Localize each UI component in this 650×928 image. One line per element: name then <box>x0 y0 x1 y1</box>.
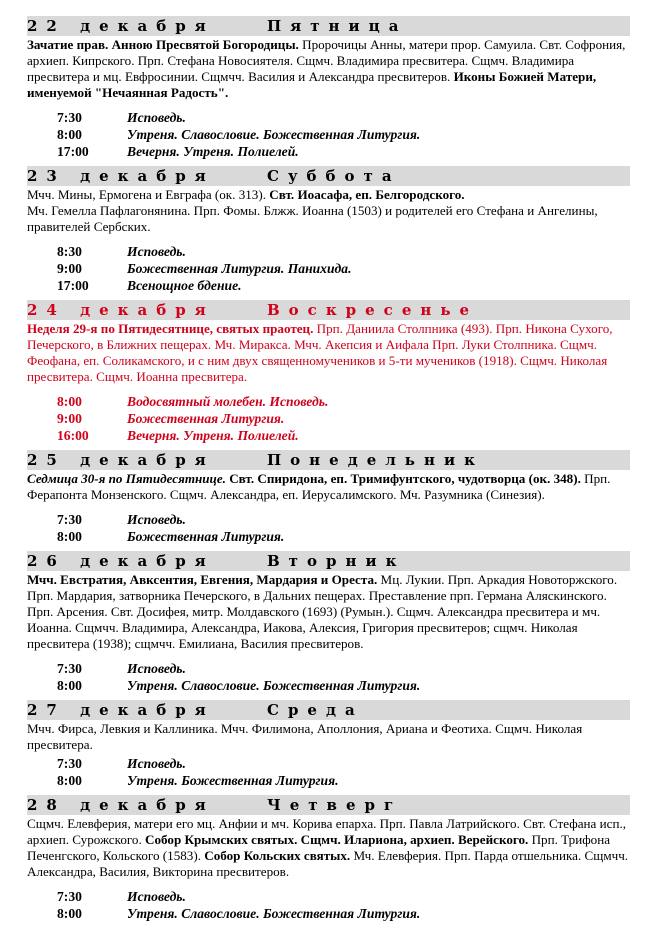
service-row <box>27 277 630 294</box>
description-emphasis: Зачатие прав. Анною Пресвятой Богородицы. <box>27 37 299 52</box>
day-weekday: Среда <box>267 701 364 719</box>
service-time: 8:00 <box>57 678 82 693</box>
service-time: 7:30 <box>57 889 82 904</box>
day-weekday: Пятница <box>267 17 408 35</box>
day-description: Сщмч. Елевферия, матери его мц. Анфии и мч. Корива епарха. Прп. Павла Латрийского. Свт. Стефана исп., архиеп. Сурожского. Собор Крымских святых. Сщмч. Илариона, архиеп. Верейского. Прп. Трифона Печенгского, Кольского (1583). Собор Кольских святых. Мч. Елевферия. Прп. Парда отшельника. Сщмчч. Александра, Василия, Викторина пресвитеров. <box>27 816 629 879</box>
day-section <box>27 700 630 789</box>
day-header <box>27 166 630 186</box>
day-date: 28 декабря <box>27 796 215 814</box>
service-row <box>27 905 630 922</box>
service-row <box>27 126 630 143</box>
day-date: 27 декабря <box>27 701 215 719</box>
day-date: 24 декабря <box>27 301 215 319</box>
day-header <box>27 300 630 320</box>
description-emphasis: Свт. Иоасафа, еп. Белгородского. <box>269 187 465 202</box>
service-list <box>27 109 630 160</box>
service-name: Божественная Литургия. <box>127 529 285 544</box>
service-row <box>27 393 630 410</box>
service-row <box>27 660 630 677</box>
service-time: 17:00 <box>57 278 89 293</box>
schedule-page <box>27 16 630 928</box>
day-section <box>27 166 630 294</box>
day-weekday: Суббота <box>267 167 401 185</box>
service-list <box>27 755 630 789</box>
day-header <box>27 795 630 815</box>
service-row <box>27 511 630 528</box>
description-emphasis: Свт. Спиридона, еп. Тримифунтского, чудотворца (ок. 348). <box>229 471 581 486</box>
service-row <box>27 528 630 545</box>
description-emphasis: Собор Крымских святых. Сщмч. Илариона, архиеп. Верейского. <box>145 832 529 847</box>
day-section <box>27 300 630 444</box>
service-row <box>27 772 630 789</box>
service-list <box>27 888 630 922</box>
service-name: Всенощное бдение. <box>127 278 242 293</box>
service-time: 8:00 <box>57 127 82 142</box>
service-name: Божественная Литургия. <box>127 411 285 426</box>
service-name: Вечерня. Утреня. Полиелей. <box>127 144 299 159</box>
service-name: Божественная Литургия. Панихида. <box>127 261 352 276</box>
service-list <box>27 660 630 694</box>
service-time: 7:30 <box>57 110 82 125</box>
day-section <box>27 795 630 922</box>
service-time: 8:00 <box>57 529 82 544</box>
service-row <box>27 109 630 126</box>
description-emphasis: Седмица 30-я по Пятидесятнице. <box>27 471 226 486</box>
day-header <box>27 700 630 720</box>
service-time: 17:00 <box>57 144 89 159</box>
service-list <box>27 393 630 444</box>
service-list <box>27 243 630 294</box>
service-time: 8:00 <box>57 394 82 409</box>
service-time: 9:00 <box>57 261 82 276</box>
service-time: 7:30 <box>57 756 82 771</box>
day-date: 23 декабря <box>27 167 215 185</box>
day-description: Седмица 30-я по Пятидесятнице. Свт. Спиридона, еп. Тримифунтского, чудотворца (ок. 348). Прп. Ферапонта Монзенского. Сщмч. Александра, еп. Иерусалимского. Мч. Разумника (Синезия). <box>27 471 611 502</box>
day-description: Неделя 29-я по Пятидесятнице, святых праотец. Прп. Даниила Столпника (493). Прп. Никона Сухого, Печерского, в Ближних пещерах. Мч. Миракса. Мчч. Акепсия и Аифала Прп. Луки Столпника. Сщмч. Феофана, еп. Соликамского, и с ним двух священномучеников и 5-ти мучеников (1918). Сщмч. Николая пресвитера. Сщмч. Иоанна пресвитера. <box>27 321 613 384</box>
service-name: Утреня. Славословие. Божественная Литургия. <box>127 678 421 693</box>
day-weekday: Понедельник <box>267 451 484 469</box>
service-row <box>27 260 630 277</box>
day-description: Мчч. Фирса, Левкия и Каллиника. Мчч. Филимона, Аполлония, Ариана и Феотиха. Сщмч. Николая пресвитера. <box>27 721 583 752</box>
service-time: 7:30 <box>57 661 82 676</box>
service-row <box>27 427 630 444</box>
service-row <box>27 755 630 772</box>
service-name: Вечерня. Утреня. Полиелей. <box>127 428 299 443</box>
service-name: Исповедь. <box>127 889 186 904</box>
service-time: 9:00 <box>57 411 82 426</box>
day-section <box>27 450 630 545</box>
day-section <box>27 16 630 160</box>
service-name: Исповедь. <box>127 244 186 259</box>
service-time: 8:00 <box>57 773 82 788</box>
service-name: Исповедь. <box>127 110 186 125</box>
description-emphasis: Иконы Божией Матери, именуемой "Нечаянная Радость". <box>27 69 597 100</box>
day-date: 26 декабря <box>27 552 215 570</box>
day-date: 22 декабря <box>27 17 215 35</box>
service-time: 8:00 <box>57 906 82 921</box>
service-row <box>27 677 630 694</box>
description-emphasis: Собор Кольских святых. <box>204 848 351 863</box>
day-weekday: Воскресенье <box>267 301 479 319</box>
service-row <box>27 243 630 260</box>
description-emphasis: Неделя 29-я по Пятидесятнице, святых праотец. <box>27 321 314 336</box>
service-time: 16:00 <box>57 428 89 443</box>
service-name: Исповедь. <box>127 661 186 676</box>
service-list <box>27 511 630 545</box>
day-section <box>27 551 630 694</box>
service-name: Водосвятный молебен. Исповедь. <box>127 394 329 409</box>
service-row <box>27 888 630 905</box>
service-name: Утреня. Божественная Литургия. <box>127 773 339 788</box>
day-header <box>27 551 630 571</box>
day-weekday: Четверг <box>267 796 403 814</box>
service-row <box>27 143 630 160</box>
description-emphasis: Мчч. Евстратия, Авксентия, Евгения, Мардария и Ореста. <box>27 572 378 587</box>
day-date: 25 декабря <box>27 451 215 469</box>
service-row <box>27 410 630 427</box>
day-weekday: Вторник <box>267 552 406 570</box>
day-header <box>27 16 630 36</box>
service-name: Исповедь. <box>127 512 186 527</box>
service-name: Утреня. Славословие. Божественная Литургия. <box>127 906 421 921</box>
day-description: Мчч. Мины, Ермогена и Евграфа (ок. 313). Свт. Иоасафа, еп. Белгородского. Мч. Гемелла Пафлагонянина. Прп. Фомы. Блжж. Иоанна (1503) и родителей его Стефана и Ангелины, правителей Сербских. <box>27 187 598 234</box>
day-description: Зачатие прав. Анною Пресвятой Богородицы. Пророчицы Анны, матери прор. Самуила. Свт. Софрония, архиеп. Кипрского. Прп. Стефана Новосиятеля. Сщмч. Владимира пресвитера. Сщмч. Владимира пресвитера и мц. Евфросинии. Сщмчч. Василия и Александра пресвитеров. Иконы Божией Матери, именуемой "Нечаянная Радость". <box>27 37 626 100</box>
service-name: Исповедь. <box>127 756 186 771</box>
day-description: Мчч. Евстратия, Авксентия, Евгения, Мардария и Ореста. Мц. Лукии. Прп. Аркадия Новоторжского. Прп. Мардария, затворника Печерского, в Дальних пещерах. Преставление прп. Германа Аляскинского. Прп. Арсения. Свт. Досифея, митр. Молдавского (1693) (Румын.). Сщмч. Александра пресвитера и мч. Иоанна. Сщмчч. Владимира, Александра, Иакова, Алексия, Григория пресвитеров; сщмч. Николая пресвитера (1938); сщмчч. Емилиана, Василия пресвитеров. <box>27 572 618 651</box>
service-time: 8:30 <box>57 244 82 259</box>
service-name: Утреня. Славословие. Божественная Литургия. <box>127 127 421 142</box>
service-time: 7:30 <box>57 512 82 527</box>
day-header <box>27 450 630 470</box>
